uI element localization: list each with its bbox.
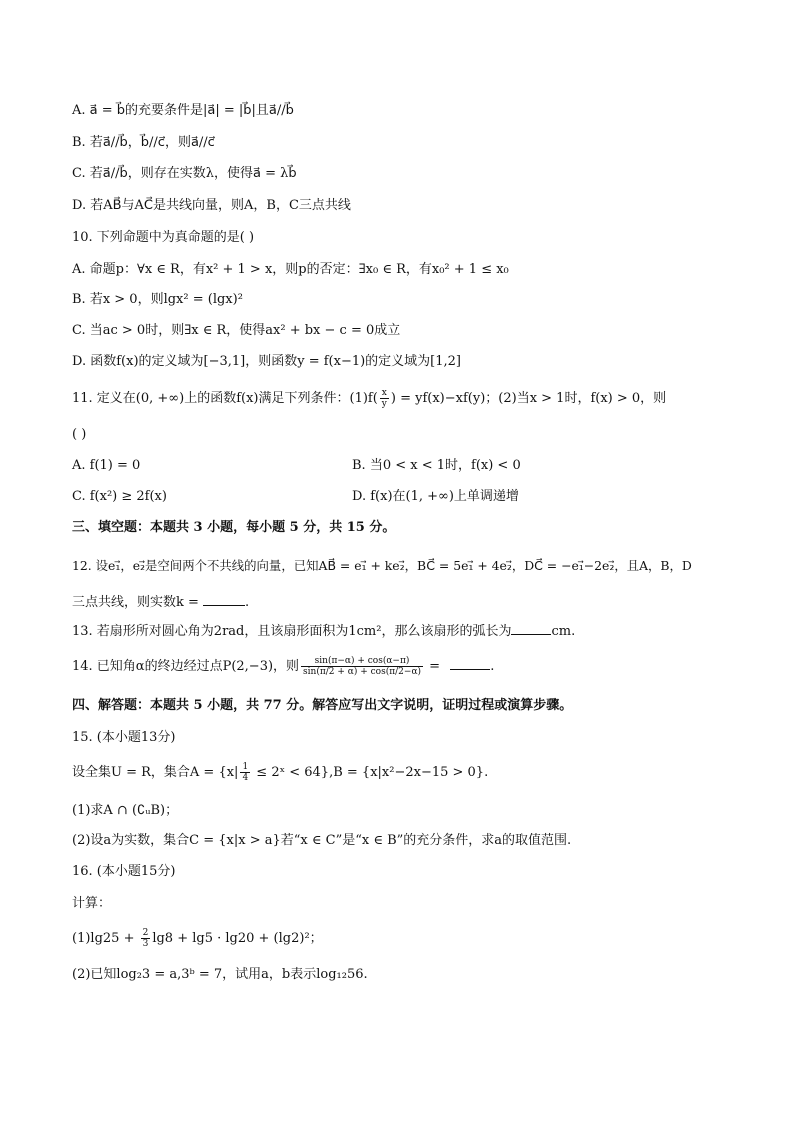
q15-frac-num: 1 bbox=[242, 762, 249, 772]
q16-p1-b: lg8 + lg5 · lg20 + (lg2)²； bbox=[152, 931, 323, 946]
q11-frac-num: x bbox=[380, 388, 389, 399]
q14-end: . bbox=[490, 659, 495, 674]
q12-answer-blank[interactable] bbox=[203, 593, 245, 606]
q9-option-b: B. 若a⃗//b⃗，b⃗//c⃗，则a⃗//c⃗ bbox=[72, 135, 215, 150]
q11-stem-tail: ( ) bbox=[72, 427, 87, 442]
q12-end: . bbox=[245, 595, 250, 610]
q13-unit: cm. bbox=[551, 624, 576, 639]
q15-frac-den: 4 bbox=[242, 773, 249, 783]
q14-fraction bbox=[301, 656, 423, 677]
q11-stem-fraction bbox=[380, 388, 389, 409]
q16-frac-num: 2 bbox=[142, 928, 149, 938]
q14-text: 14. 已知角α的终边经过点P(2,−3)，则 bbox=[72, 659, 300, 674]
q15-setup-a: 设全集U = R，集合A = {x| bbox=[72, 765, 239, 780]
q11-stem bbox=[72, 388, 666, 409]
section-4-heading: 四、解答题：本题共 5 小题，共 77 分。解答应写出文字说明，证明过程或演算步骤。 bbox=[72, 698, 573, 713]
q11-option-d: D. f(x)在(1, +∞)上单调递增 bbox=[352, 489, 519, 504]
q10-option-a: A. 命题p：∀x ∈ R，有x² + 1 > x，则p的否定：∃x₀ ∈ R，有x₀² + 1 ≤ x₀ bbox=[72, 262, 509, 277]
q11-option-c: C. f(x²) ≥ 2f(x) bbox=[72, 489, 167, 504]
q14-eq: = bbox=[429, 659, 441, 674]
q9-option-c: C. 若a⃗//b⃗，则存在实数λ，使得a⃗ = λb⃗ bbox=[72, 166, 297, 181]
q11-option-a: A. f(1) = 0 bbox=[72, 458, 141, 473]
q15-part1: (1)求A ∩ (∁ᵤB)； bbox=[72, 803, 179, 818]
q12-line2-text: 三点共线，则实数k = bbox=[72, 595, 204, 610]
q16-part2: (2)已知log₂3 = a,3ᵇ = 7，试用a，b表示log₁₂56. bbox=[72, 967, 368, 982]
q11-option-b: B. 当0 < x < 1时，f(x) < 0 bbox=[352, 458, 521, 473]
q16-p1-a: (1)lg25 + bbox=[72, 931, 139, 946]
q10-stem: 10. 下列命题中为真命题的是( ) bbox=[72, 230, 255, 245]
q15-title: 15. (本小题13分) bbox=[72, 730, 176, 745]
q14-answer-blank[interactable] bbox=[450, 657, 490, 670]
q16-fraction bbox=[141, 928, 151, 949]
q10-option-b: B. 若x > 0，则lgx² = (lgx)² bbox=[72, 292, 243, 307]
q14-frac-num: sin(π−α) + cos(α−π) bbox=[301, 656, 423, 667]
q9-option-a: A. a⃗ = b⃗的充要条件是|a⃗| = |b⃗|且a⃗//b⃗ bbox=[72, 103, 294, 118]
q14-line bbox=[72, 656, 494, 677]
q11-stem-part-b: ) = yf(x)−xf(y)；(2)当x > 1时，f(x) > 0，则 bbox=[390, 391, 667, 406]
q13-text: 13. 若扇形所对圆心角为2rad，且该扇形面积为1cm²，那么该扇形的弧长为 bbox=[72, 624, 512, 639]
q16-frac-den: 3 bbox=[142, 939, 149, 949]
q11-frac-den: y bbox=[381, 399, 387, 409]
q16-calc-label: 计算： bbox=[72, 896, 112, 911]
q15-part2: (2)设a为实数，集合C = {x|x > a}若“x ∈ C”是“x ∈ B”的充分条件，求a的取值范围. bbox=[72, 833, 572, 848]
q16-part1 bbox=[72, 928, 323, 949]
section-3-heading: 三、填空题：本题共 3 小题，每小题 5 分，共 15 分。 bbox=[72, 520, 396, 535]
q15-setup bbox=[72, 762, 488, 783]
q10-option-c: C. 当ac > 0时，则∃x ∈ R，使得ax² + bx − c = 0成立 bbox=[72, 323, 401, 338]
q10-option-d: D. 函数f(x)的定义域为[−3,1]，则函数y = f(x−1)的定义域为[1,2] bbox=[72, 354, 461, 369]
q14-frac-den: sin(π/2 + α) + cos(π/2−α) bbox=[303, 667, 422, 677]
q12-line2 bbox=[72, 593, 249, 612]
q12-line1: 12. 设e₁⃗，e₂⃗是空间两个不共线的向量，已知AB⃗ = e₁⃗ + ke₂⃗，BC⃗ = 5e₁⃗ + 4e₂⃗，DC⃗ = −e₁⃗−2e₂⃗，且A，B，D bbox=[72, 558, 692, 573]
q16-title: 16. (本小题15分) bbox=[72, 864, 176, 879]
q11-stem-part-a: 11. 定义在(0, +∞)上的函数f(x)满足下列条件：(1)f( bbox=[72, 391, 378, 406]
q15-fraction bbox=[240, 762, 250, 783]
q15-setup-b: ≤ 2ˣ < 64},B = {x|x²−2x−15 > 0}. bbox=[252, 765, 489, 780]
q9-option-d: D. 若AB⃗与AC⃗是共线向量，则A，B，C三点共线 bbox=[72, 198, 351, 213]
q13-answer-blank[interactable] bbox=[511, 622, 551, 635]
q13-line bbox=[72, 622, 575, 641]
